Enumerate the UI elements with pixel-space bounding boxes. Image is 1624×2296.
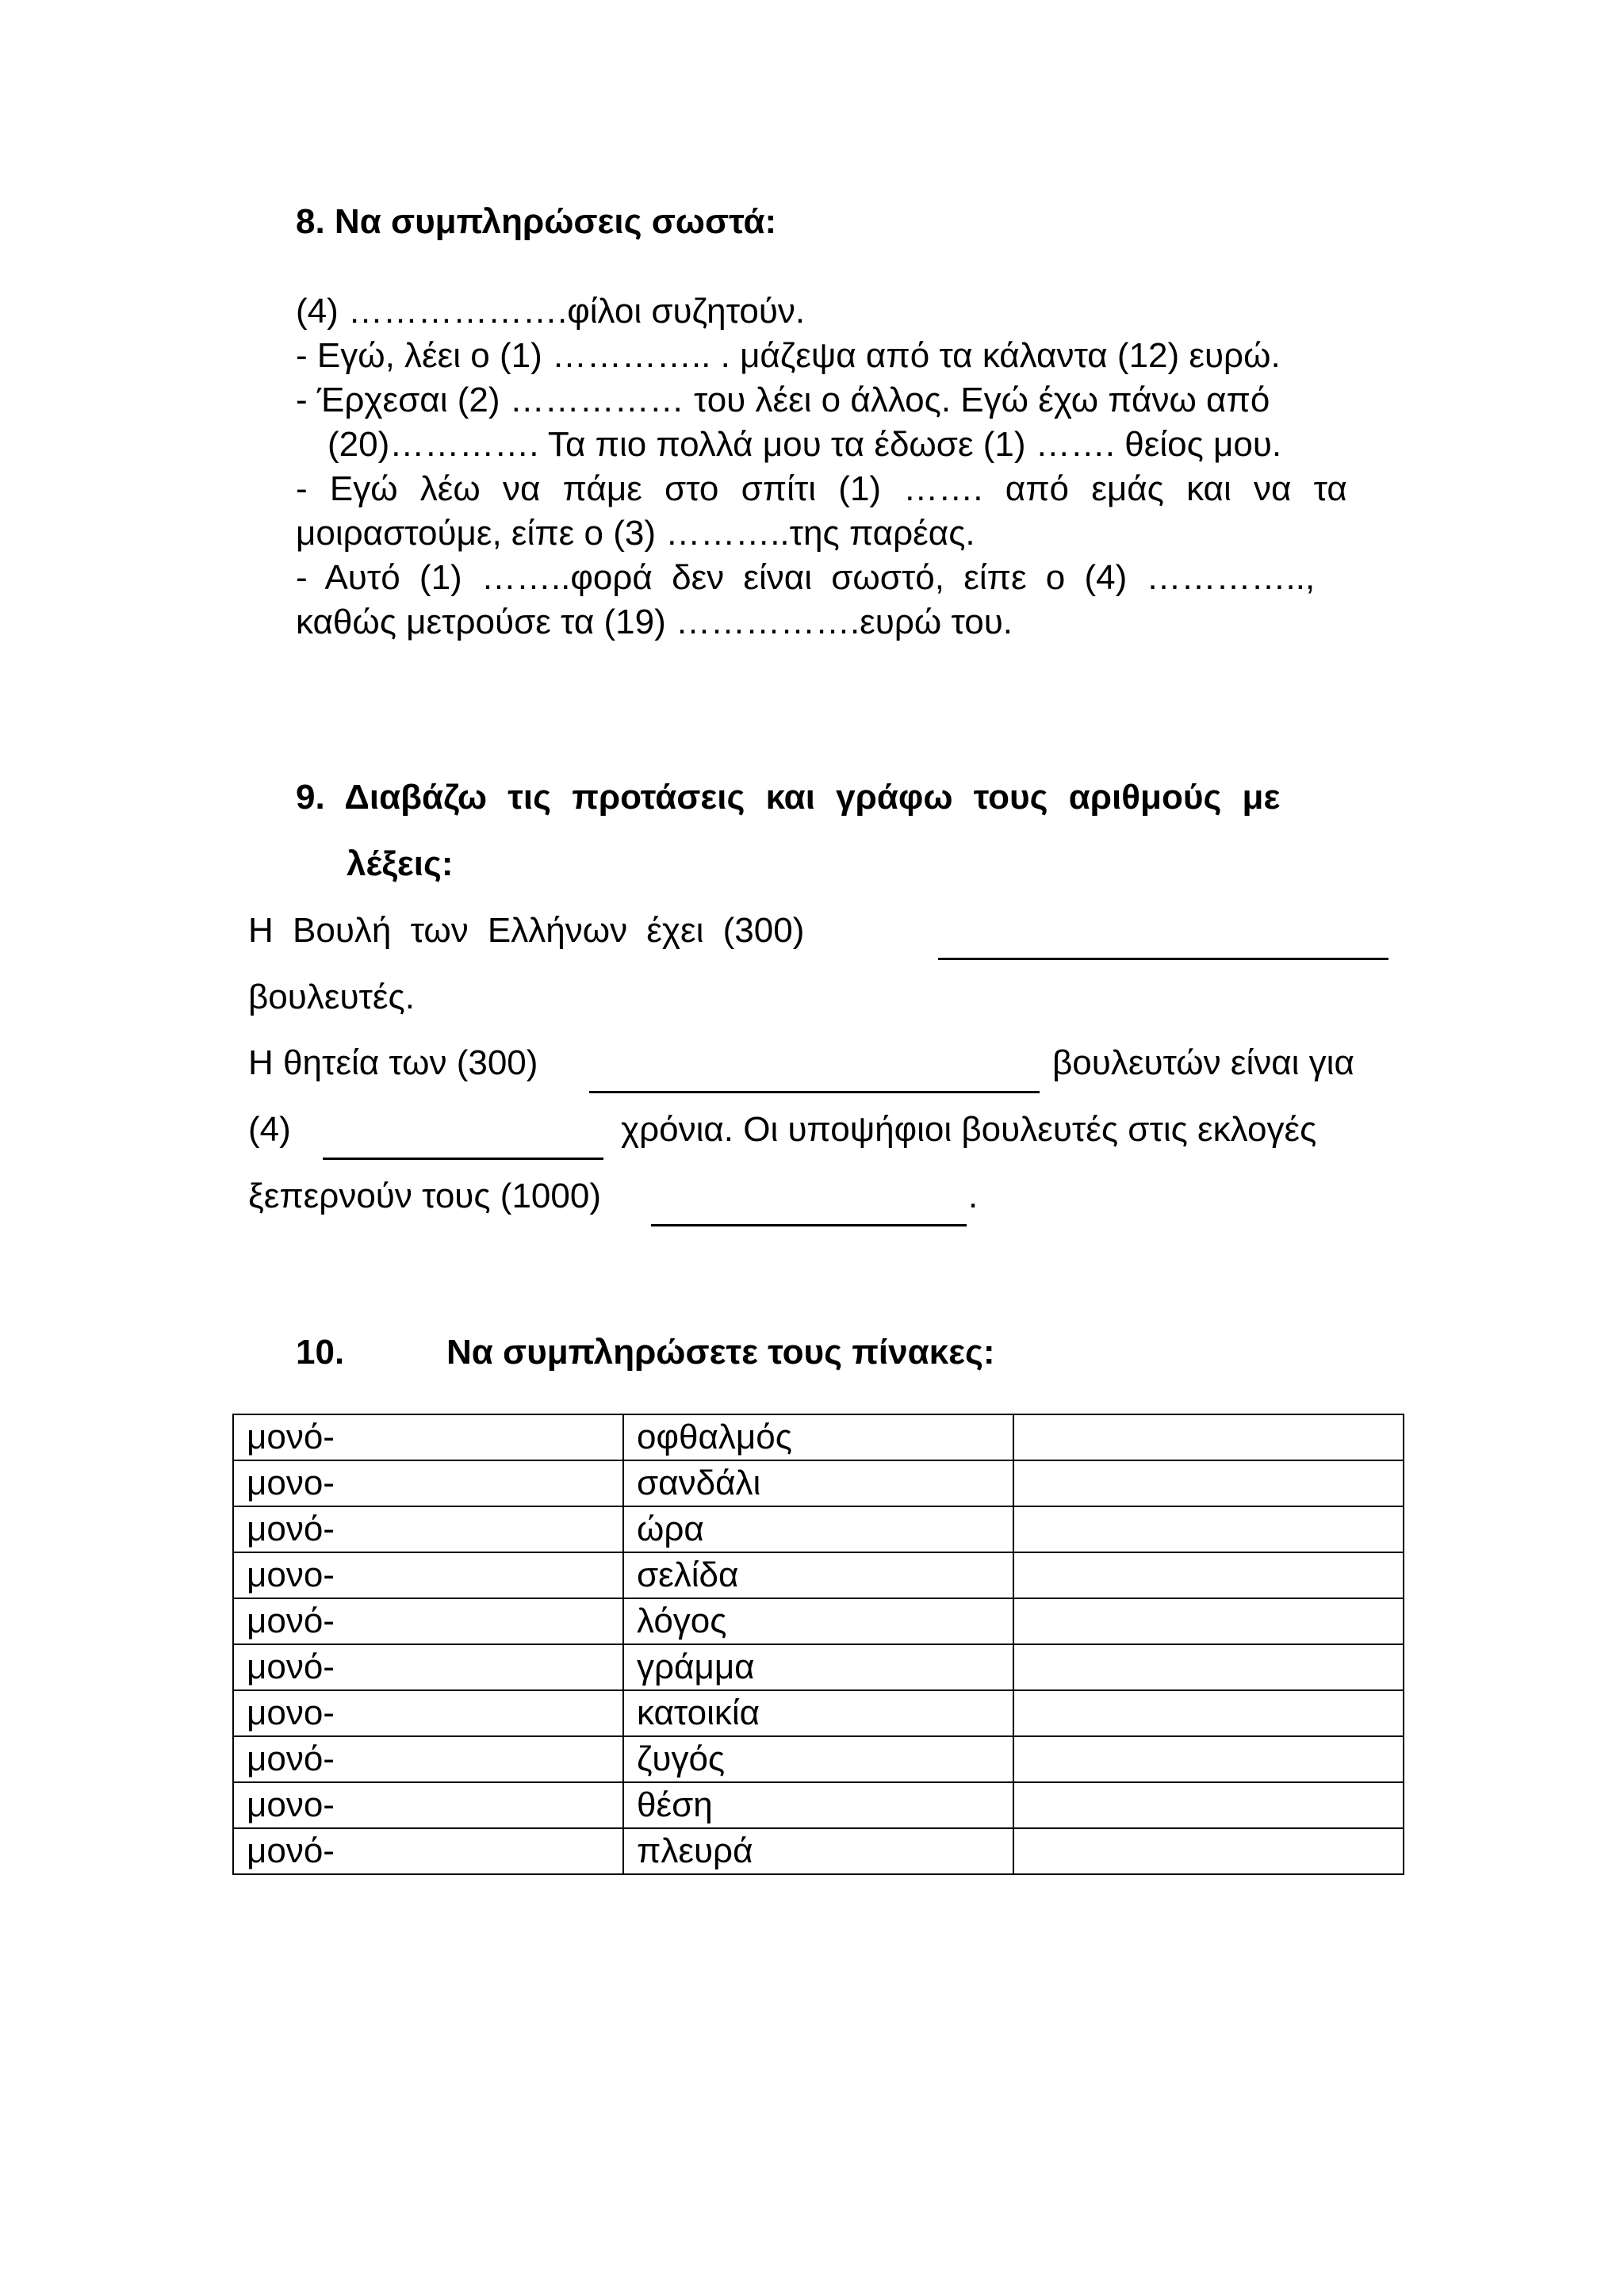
sentence-text: Η Βουλή των Ελλήνων έχει (300) — [248, 911, 805, 950]
answer-cell[interactable] — [1013, 1598, 1404, 1644]
word-cell: πλευρά — [623, 1828, 1013, 1874]
table-row — [233, 1644, 1404, 1690]
answer-cell[interactable] — [1013, 1644, 1404, 1690]
table-row — [233, 1736, 1404, 1782]
prefix-cell: μονό- — [233, 1644, 623, 1690]
prefix-word-table — [232, 1414, 1404, 1875]
sentence-parliament — [248, 909, 804, 953]
word-cell: ζυγός — [623, 1736, 1013, 1782]
table-row — [233, 1414, 1404, 1460]
answer-cell[interactable] — [1013, 1828, 1404, 1874]
word-cell: λόγος — [623, 1598, 1013, 1644]
answer-cell[interactable] — [1013, 1736, 1404, 1782]
table-row — [233, 1828, 1404, 1874]
section-9-heading: 9. Διαβάζω τις προτάσεις και γράφω τους αριθμούς με — [296, 778, 1281, 817]
prefix-cell: μονο- — [233, 1782, 623, 1828]
section-8-line: (20)…………. Τα πιο πολλά μου τα έδωσε (1) ……. θείος μου. — [327, 425, 1282, 464]
prefix-cell: μονο- — [233, 1552, 623, 1598]
table-row — [233, 1460, 1404, 1506]
word-cell: γράμμα — [623, 1644, 1013, 1690]
answer-cell[interactable] — [1013, 1782, 1404, 1828]
word-cell: ώρα — [623, 1506, 1013, 1552]
prefix-cell: μονό- — [233, 1506, 623, 1552]
sentence-text: βουλευτών είναι για — [1052, 1043, 1354, 1082]
section-8-line: (4) ……………….φίλοι συζητούν. — [296, 292, 806, 331]
section-8-heading: 8. Να συμπληρώσεις σωστά: — [296, 202, 777, 241]
sentence-text: ξεπερνούν τους (1000) — [248, 1177, 601, 1215]
sentence-text: χρόνια. Οι υποψήφιοι βουλευτές στις εκλογές — [621, 1110, 1317, 1149]
section-9-heading-continued: λέξεις: — [347, 844, 454, 883]
table-row — [233, 1690, 1404, 1736]
word-cell: σανδάλι — [623, 1460, 1013, 1506]
prefix-cell: μονο- — [233, 1690, 623, 1736]
section-10-heading: Να συμπληρώσετε τους πίνακες: — [446, 1333, 995, 1372]
section-8-line: - Αυτό (1) ……..φορά δεν είναι σωστό, είπε ο (4) ………….., — [296, 558, 1316, 597]
sentence-text: Η θητεία των (300) — [248, 1043, 538, 1082]
answer-cell[interactable] — [1013, 1690, 1404, 1736]
word-cell: κατοικία — [623, 1690, 1013, 1736]
prefix-cell: μονό- — [233, 1736, 623, 1782]
answer-blank-4[interactable] — [323, 1134, 603, 1160]
word-cell: σελίδα — [623, 1552, 1013, 1598]
section-10-number: 10. — [296, 1333, 345, 1372]
word-cell: θέση — [623, 1782, 1013, 1828]
table-row — [233, 1782, 1404, 1828]
section-8-line: μοιραστούμε, είπε ο (3) ………..της παρέας. — [296, 514, 975, 553]
table-row — [233, 1506, 1404, 1552]
section-8-line: - Εγώ, λέει ο (1) ………….. . μάζεψα από τα κάλαντα (12) ευρώ. — [296, 336, 1281, 375]
section-8-line: - Έρχεσαι (2) …………… του λέει ο άλλος. Εγώ έχω πάνω από — [296, 381, 1270, 419]
answer-cell[interactable] — [1013, 1460, 1404, 1506]
answer-cell[interactable] — [1013, 1552, 1404, 1598]
prefix-cell: μονό- — [233, 1828, 623, 1874]
word-cell: οφθαλμός — [623, 1414, 1013, 1460]
answer-cell[interactable] — [1013, 1414, 1404, 1460]
prefix-cell: μονό- — [233, 1598, 623, 1644]
answer-blank-300-term[interactable] — [589, 1067, 1040, 1093]
table-row — [233, 1552, 1404, 1598]
sentence-text: (4) — [248, 1110, 291, 1149]
prefix-cell: μονό- — [233, 1414, 623, 1460]
table-row — [233, 1598, 1404, 1644]
prefix-cell: μονο- — [233, 1460, 623, 1506]
sentence-text: . — [968, 1177, 979, 1215]
section-8-line: - Εγώ λέω να πάμε στο σπίτι (1) ……. από εμάς και να τα — [296, 469, 1347, 508]
section-8-line: καθώς μετρούσε τα (19) …………….ευρώ του. — [296, 603, 1013, 641]
sentence-text: βουλευτές. — [248, 978, 415, 1016]
answer-blank-300[interactable] — [938, 934, 1388, 960]
answer-blank-1000[interactable] — [651, 1200, 967, 1226]
answer-cell[interactable] — [1013, 1506, 1404, 1552]
